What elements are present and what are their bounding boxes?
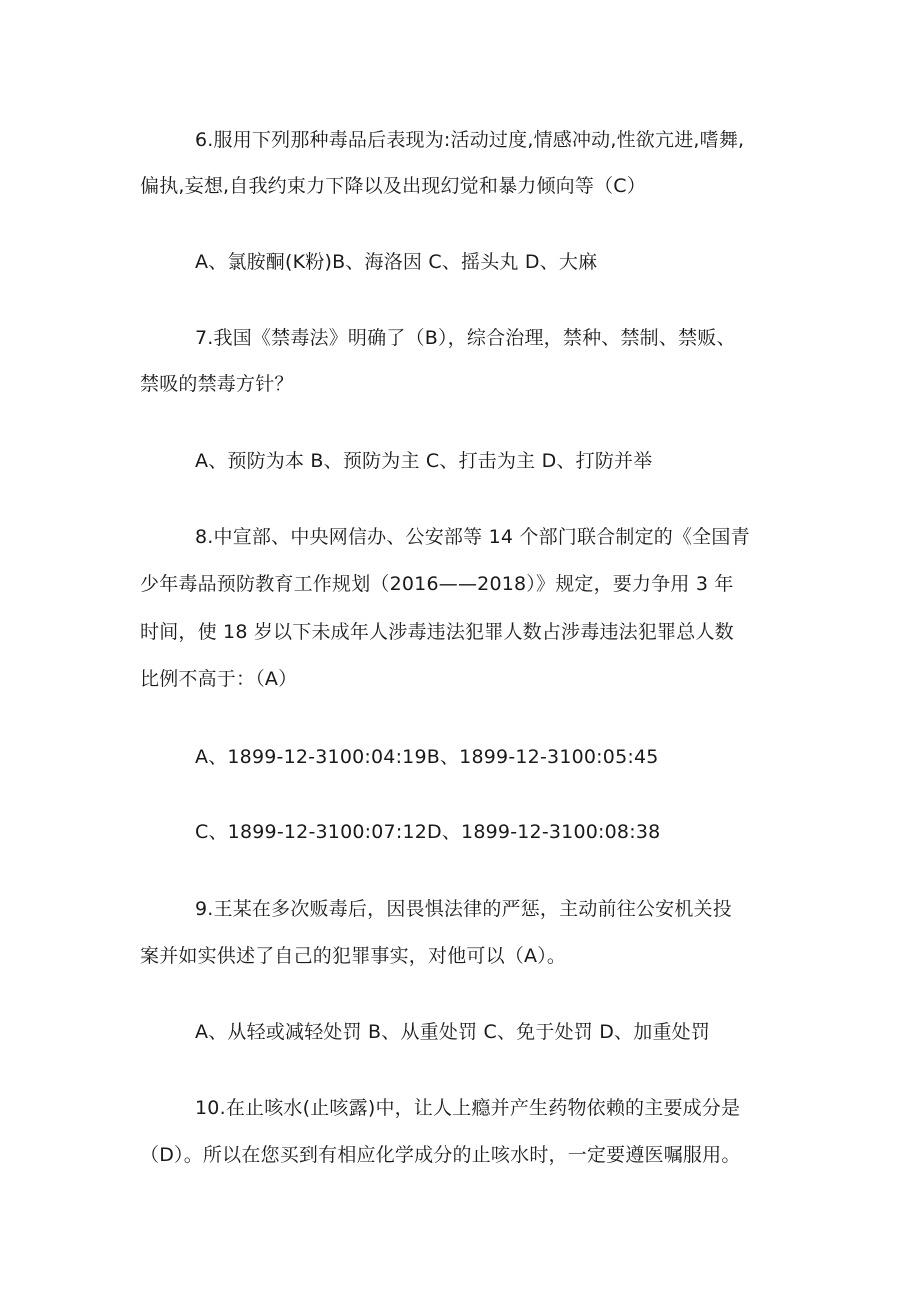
question-8-line-2: 少年毒品预防教育工作规划（2016——2018）》规定，要力争用 3 年	[140, 573, 734, 595]
question-8-options-1: A、1899-12-3100:04:19B、1899-12-3100:05:45	[195, 746, 659, 768]
question-9-line-2: 案并如实供述了自己的犯罪事实，对他可以（A）。	[140, 945, 567, 967]
question-7-options: A、预防为本 B、预防为主 C、打击为主 D、打防并举	[195, 450, 653, 472]
question-8-line-4: 比例不高于：（A）	[140, 668, 298, 690]
question-6-line-1: 6.服用下列那种毒品后表现为:活动过度,情感冲动,性欲亢进,嗜舞,	[195, 129, 745, 151]
question-10-line-2: （D）。所以在您买到有相应化学成分的止咳水时，一定要遵医嘱服用。	[140, 1144, 741, 1166]
question-6-options: A、氯胺酮(K粉)B、海洛因 C、摇头丸 D、大麻	[195, 251, 598, 273]
question-6-line-2: 偏执,妄想,自我约束力下降以及出现幻觉和暴力倾向等（C）	[140, 175, 646, 197]
question-9-line-1: 9.王某在多次贩毒后，因畏惧法律的严惩，主动前往公安机关投	[195, 898, 732, 920]
question-9-options: A、从轻或减轻处罚 B、从重处罚 C、免于处罚 D、加重处罚	[195, 1021, 711, 1043]
question-7-line-1: 7.我国《禁毒法》明确了（B），综合治理，禁种、禁制、禁贩、	[195, 327, 736, 349]
question-7-line-2: 禁吸的禁毒方针？	[140, 373, 294, 395]
question-8-line-1: 8.中宣部、中央网信办、公安部等 14 个部门联合制定的《全国青	[195, 526, 750, 548]
question-8-options-2: C、1899-12-3100:07:12D、1899-12-3100:08:38	[195, 821, 661, 843]
question-10-line-1: 10.在止咳水(止咳露)中，让人上瘾并产生药物依赖的主要成分是	[195, 1097, 741, 1119]
question-8-line-3: 时间，使 18 岁以下未成年人涉毒违法犯罪人数占涉毒违法犯罪总人数	[140, 621, 734, 643]
